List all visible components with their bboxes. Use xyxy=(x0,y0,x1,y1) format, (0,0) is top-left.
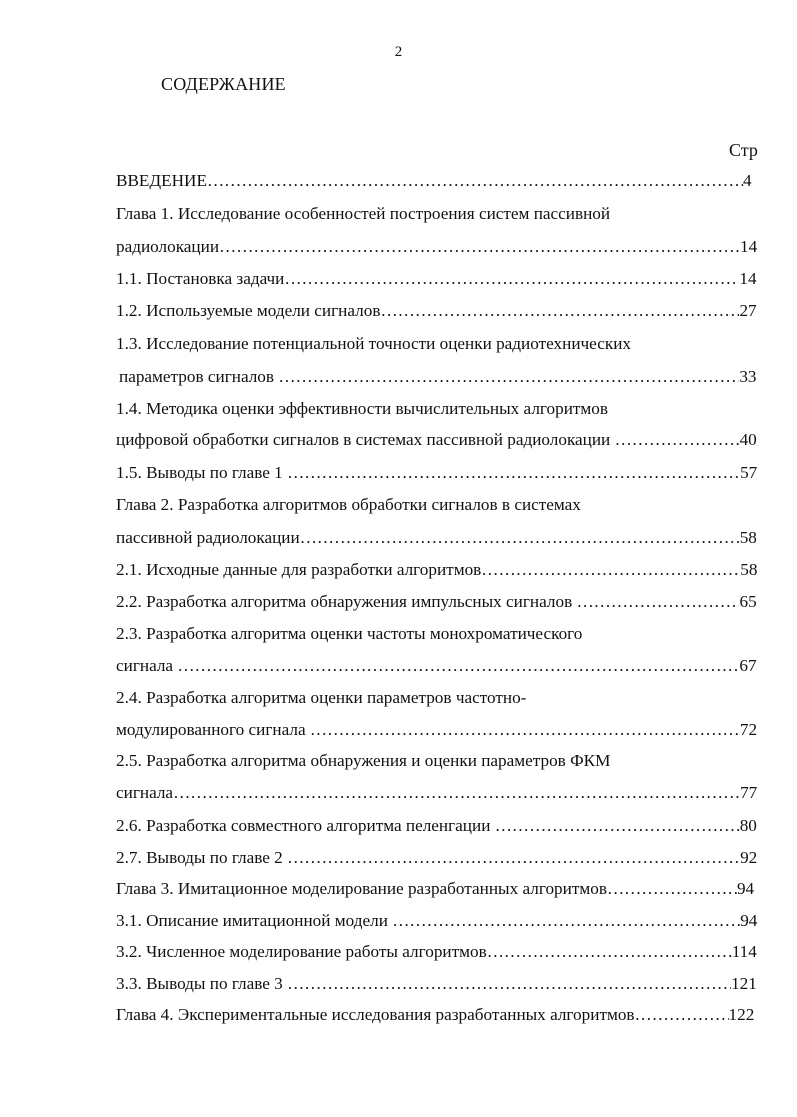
leader-dots xyxy=(481,559,740,581)
toc-entry xyxy=(116,815,757,837)
leader-dots xyxy=(380,300,739,322)
toc-entry xyxy=(116,236,757,258)
toc-entry-page: 65 xyxy=(739,592,757,611)
toc-entry-page: 58 xyxy=(740,560,758,579)
toc-entry-page: 67 xyxy=(739,656,757,675)
page-column-header: Стр xyxy=(729,140,758,160)
leader-dots xyxy=(607,878,737,900)
toc-entry-text: 1.3. Исследование потенциальной точности оценки радиотехнических xyxy=(116,334,631,353)
leader-dots xyxy=(177,655,739,677)
toc-entry-text: Глава 3. Имитационное моделирование разработанных алгоритмов xyxy=(116,879,607,898)
leader-dots xyxy=(487,941,732,963)
toc-entry xyxy=(116,429,757,451)
toc-entry xyxy=(116,623,582,645)
toc-entry xyxy=(116,398,608,420)
leader-dots xyxy=(300,527,740,549)
toc-entry xyxy=(116,591,757,613)
toc-entry-text: Глава 2. Разработка алгоритмов обработки сигналов в системах xyxy=(116,495,581,514)
page-number: 2 xyxy=(394,44,403,60)
toc-entry-text: 1.1. Постановка задачи xyxy=(116,269,285,288)
toc-entry xyxy=(116,494,581,516)
leader-dots xyxy=(615,429,740,451)
toc-entry-page: 94 xyxy=(736,879,755,898)
toc-entry-page: 14 xyxy=(739,269,757,288)
toc-entry-page: 14 xyxy=(740,237,758,256)
toc-entry xyxy=(116,941,757,963)
toc-entry-page: 121 xyxy=(731,974,757,993)
toc-entry xyxy=(116,203,610,225)
toc-entry-text: ВВЕДЕНИЕ xyxy=(116,171,207,190)
leader-dots xyxy=(207,170,743,192)
toc-entry xyxy=(116,559,757,581)
toc-entry xyxy=(116,268,757,290)
leader-dots xyxy=(287,973,731,995)
toc-entry-page: 114 xyxy=(731,942,757,961)
toc-entry-text: 2.7. Выводы по главе 2 xyxy=(116,848,283,867)
toc-entry-text: 2.2. Разработка алгоритма обнаружения импульсных сигналов xyxy=(116,592,573,611)
toc-entry-page: 4 xyxy=(742,171,752,190)
leader-dots xyxy=(219,236,740,258)
toc-entry-text: 1.4. Методика оценки эффективности вычислительных алгоритмов xyxy=(116,399,609,418)
toc-entry xyxy=(116,782,757,804)
toc-entry-text: 3.1. Описание имитационной модели xyxy=(116,911,388,930)
toc-entry-text: сигнала xyxy=(116,656,174,675)
toc-entry-text: Глава 1. Исследование особенностей построения систем пассивной xyxy=(116,204,611,223)
toc-entry-text: 2.5. Разработка алгоритма обнаружения и оценки параметров ФКМ xyxy=(116,751,611,770)
toc-entry-page: 80 xyxy=(739,816,757,835)
leader-dots xyxy=(287,847,740,869)
toc-entry-text: 1.5. Выводы по главе 1 xyxy=(116,463,283,482)
toc-entry xyxy=(119,366,757,388)
toc-entry-text: параметров сигналов xyxy=(119,367,275,386)
toc-entry-text: 2.4. Разработка алгоритма оценки параметров частотно- xyxy=(116,688,527,707)
toc-entry xyxy=(116,300,757,322)
toc-entry xyxy=(116,462,757,484)
leader-dots xyxy=(635,1004,729,1026)
toc-entry-text: 3.3. Выводы по главе 3 xyxy=(116,974,283,993)
leader-dots xyxy=(278,366,739,388)
toc-entry-page: 57 xyxy=(740,463,758,482)
toc-entry xyxy=(116,847,757,869)
toc-entry-page: 94 xyxy=(740,911,758,930)
page-title: СОДЕРЖАНИЕ xyxy=(161,74,286,94)
toc-entry xyxy=(116,973,757,995)
toc-entry xyxy=(116,170,752,192)
toc-entry xyxy=(116,910,757,932)
toc-entry-text: 2.6. Разработка совместного алгоритма пеленгации xyxy=(116,816,491,835)
toc-entry xyxy=(116,687,526,709)
toc-entry-text: цифровой обработки сигналов в системах пассивной радиолокации xyxy=(116,430,611,449)
toc-entry-page: 92 xyxy=(740,848,758,867)
toc-entry-text: 2.1. Исходные данные для разработки алгоритмов xyxy=(116,560,482,579)
toc-entry-text: модулированного сигнала xyxy=(116,720,306,739)
leader-dots xyxy=(287,462,740,484)
leader-dots xyxy=(284,268,739,290)
toc-entry-text: пассивной радиолокации xyxy=(116,528,300,547)
toc-entry-page: 33 xyxy=(739,367,757,386)
toc-entry xyxy=(116,333,631,355)
toc-entry xyxy=(116,750,610,772)
toc-entry-page: 122 xyxy=(728,1005,755,1024)
toc-entry xyxy=(116,1004,754,1026)
leader-dots xyxy=(576,591,739,613)
leader-dots xyxy=(310,719,740,741)
toc-entry xyxy=(116,719,757,741)
leader-dots xyxy=(173,782,740,804)
toc-entry-text: 3.2. Численное моделирование работы алгоритмов xyxy=(116,942,487,961)
toc-entry-page: 40 xyxy=(739,430,757,449)
toc-entry-text: 1.2. Используемые модели сигналов xyxy=(116,301,381,320)
toc-entry-page: 77 xyxy=(740,783,758,802)
leader-dots xyxy=(392,910,740,932)
toc-entry-text: 2.3. Разработка алгоритма оценки частоты монохроматического xyxy=(116,624,583,643)
toc-entry-text: сигнала xyxy=(116,783,174,802)
toc-entry-page: 27 xyxy=(739,301,757,320)
toc-entry-page: 72 xyxy=(739,720,758,739)
toc-entry-page: 58 xyxy=(739,528,757,547)
toc-entry xyxy=(116,878,754,900)
toc-entry-text: радиолокации xyxy=(116,237,220,256)
toc-entry xyxy=(116,527,757,549)
toc-entry-text: Глава 4. Экспериментальные исследования разработанных алгоритмов xyxy=(116,1005,635,1024)
leader-dots xyxy=(495,815,740,837)
toc-entry xyxy=(116,655,757,677)
